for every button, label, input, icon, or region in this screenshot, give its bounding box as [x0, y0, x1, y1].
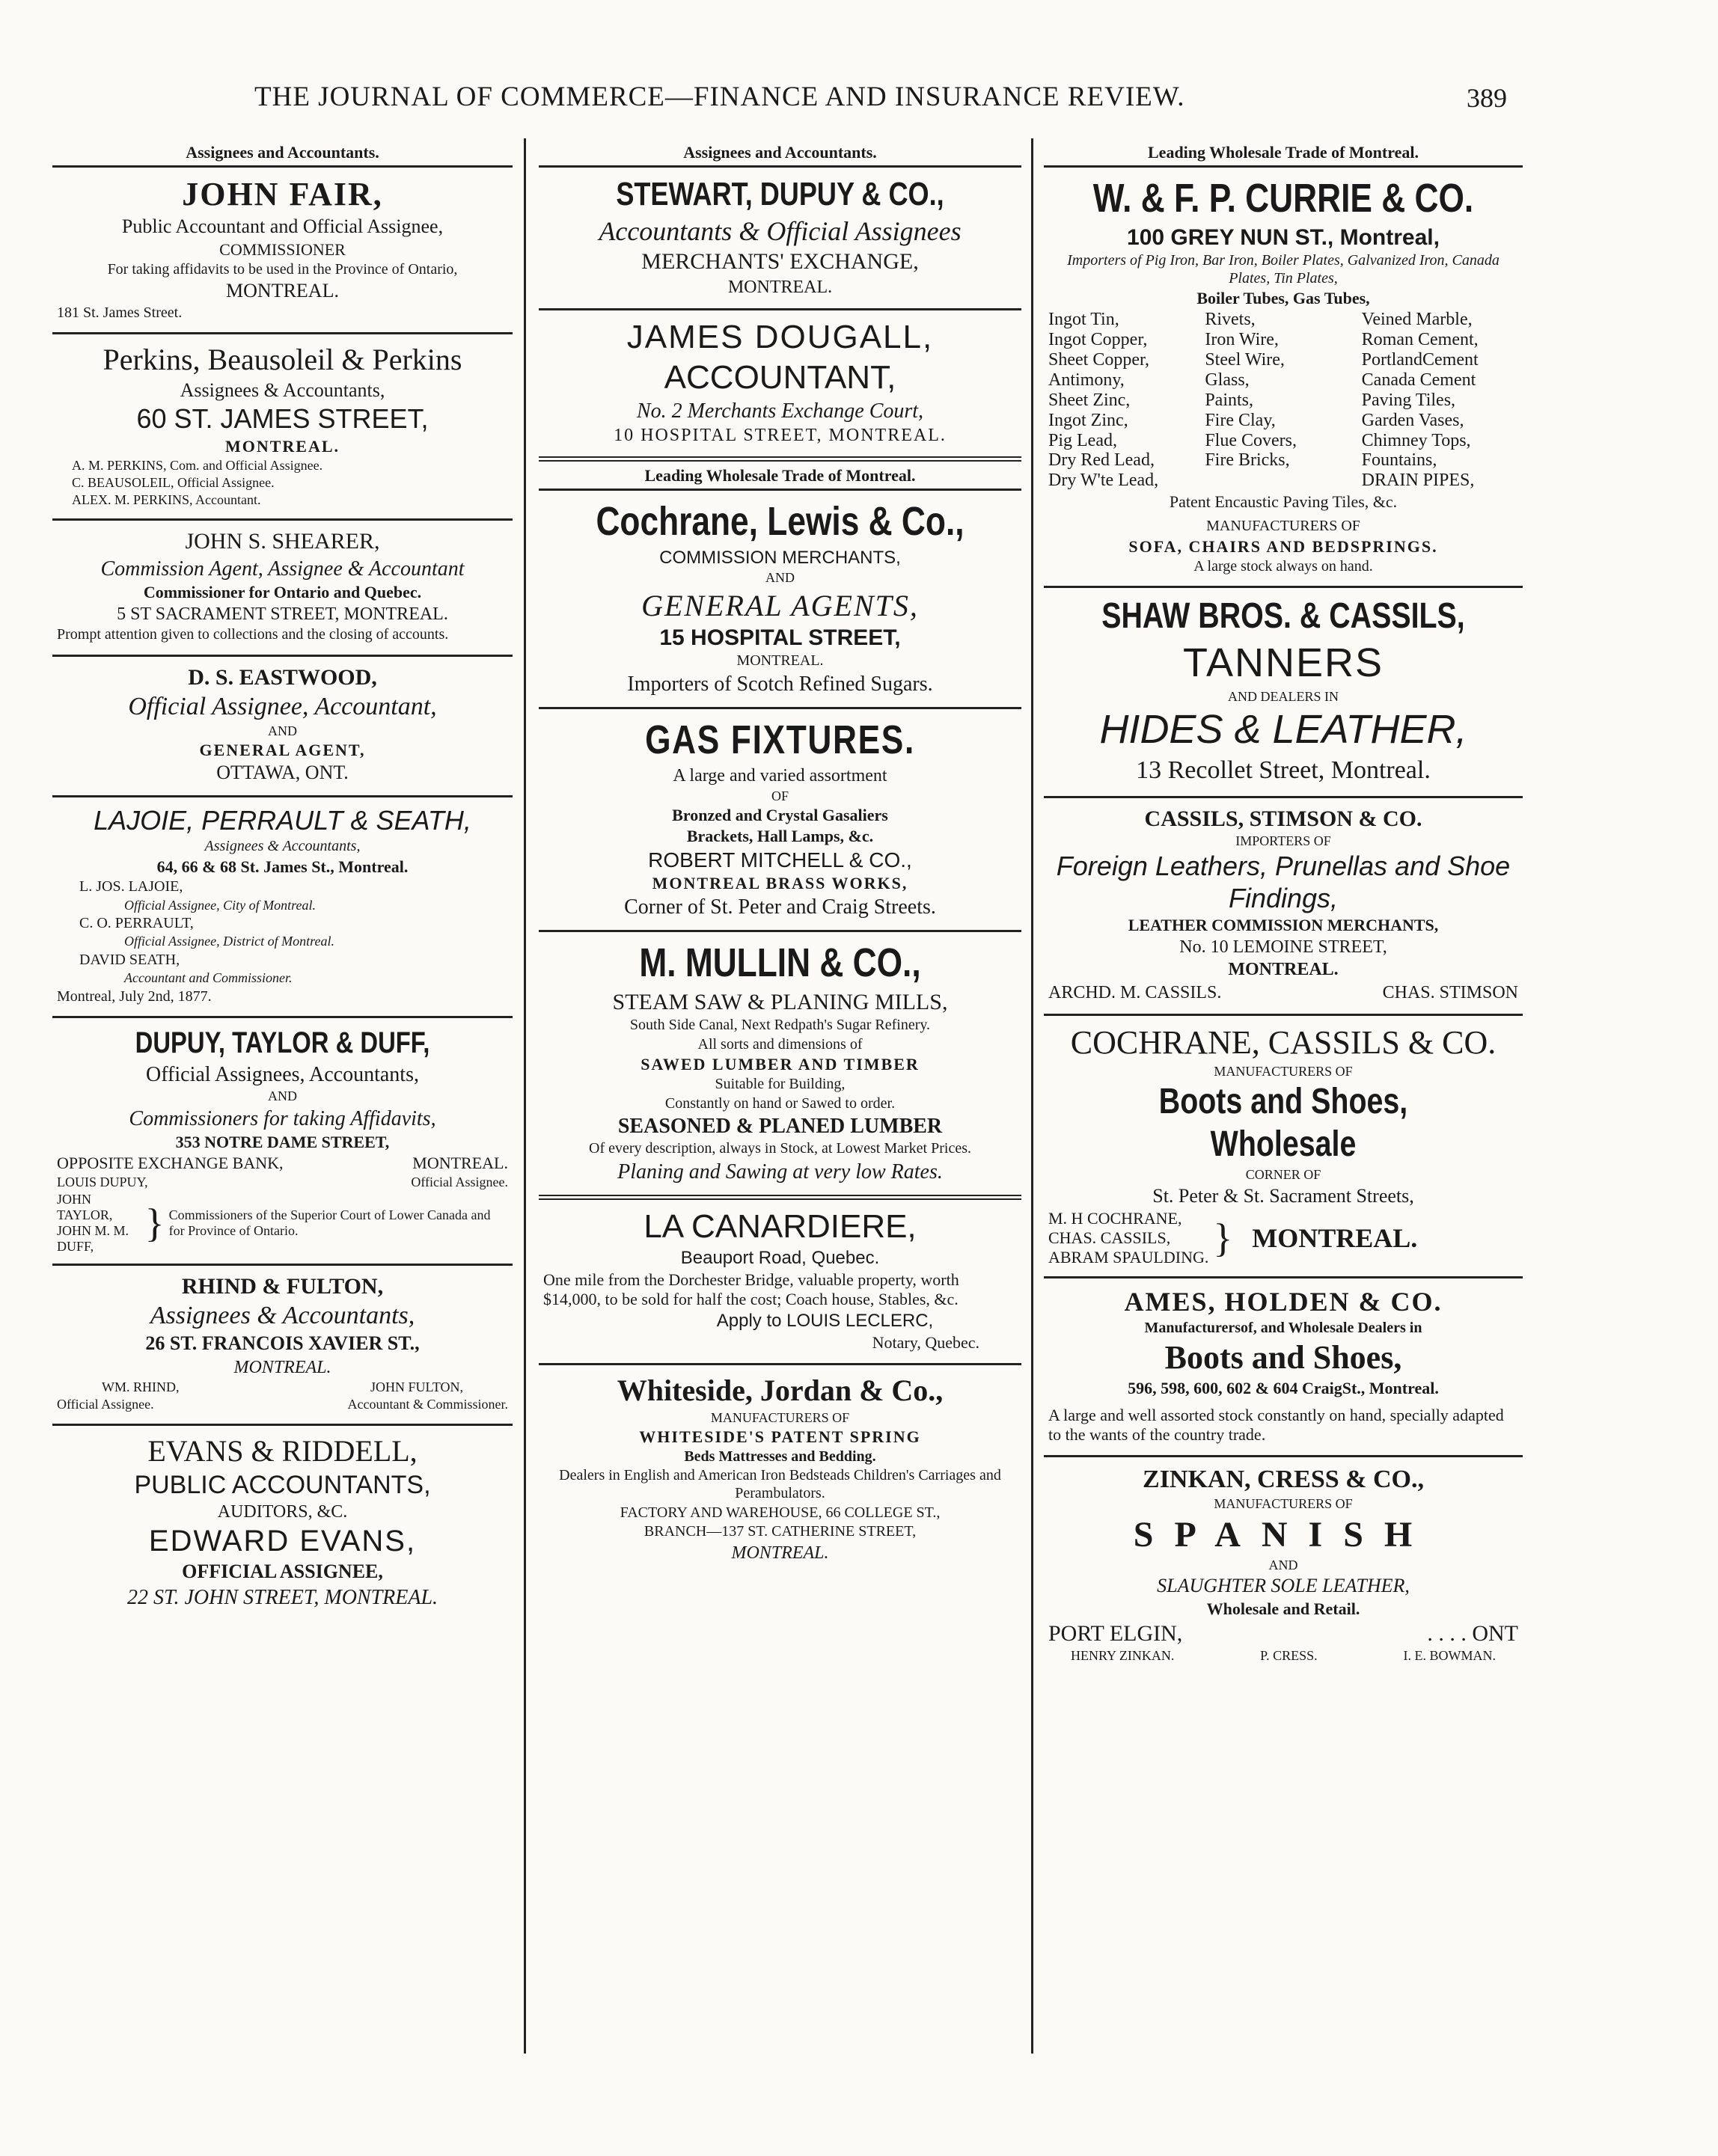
ad-title: DUPUY, TAYLOR & DUFF,: [135, 1026, 430, 1060]
product-item: Pig Lead,: [1048, 430, 1117, 450]
ad-line: Wholesale and Retail.: [1206, 1599, 1360, 1619]
ad-ames-holden: [1044, 1278, 1523, 1457]
ad-line: Importers of Pig Iron, Bar Iron, Boiler Plates, Galvanized Iron, Canada Plates, Tin Plates,: [1067, 252, 1500, 287]
ad-line: M. H COCHRANE,: [1048, 1209, 1182, 1228]
column-1: [52, 138, 513, 2059]
ad-line: Official Assignee, Accountant,: [128, 693, 437, 721]
ad-line: COMMISSION MERCHANTS,: [659, 547, 901, 568]
product-item: Paints,: [1205, 390, 1254, 410]
ad-line: Public Accountant and Official Assignee,: [121, 215, 444, 237]
ad-line: For taking affidavits to be used in the Province of Ontario,: [107, 260, 458, 278]
ad-line: ACCOUNTANT,: [664, 358, 896, 396]
ad-line: JOHN FULTON,: [370, 1379, 463, 1395]
ad-line: GENERAL AGENT,: [199, 741, 366, 760]
ad-line: MONTREAL.: [224, 436, 340, 456]
ad-line: St. Peter & St. Sacrament Streets,: [1152, 1184, 1414, 1207]
ad-line: Accountant and Commissioner.: [124, 970, 293, 986]
ad-line: Accountant & Commissioner.: [347, 1397, 508, 1412]
column-rule: [524, 138, 526, 2054]
ad-line: SPANISH: [1133, 1514, 1434, 1555]
ad-line: Dealers in English and American Iron Bedsteads Children's Carriages and Perambulators.: [559, 1467, 1001, 1501]
ad-line: MANUFACTURERS OF: [1206, 518, 1360, 535]
product-item: DRAIN PIPES,: [1361, 471, 1475, 491]
product-item: Roman Cement,: [1361, 330, 1479, 350]
ad-line: MONTREAL.: [226, 280, 339, 302]
ad-line: Beauport Road, Quebec.: [680, 1247, 880, 1268]
product-item: Rivets,: [1205, 310, 1256, 330]
ad-shaw-bros: [1044, 588, 1523, 797]
ad-la-canardiere: [539, 1200, 1021, 1365]
ad-line: STEAM SAW & PLANING MILLS,: [612, 989, 948, 1014]
ad-line: Importers of Scotch Refined Sugars.: [627, 672, 933, 696]
ad-line: MONTREAL.: [1228, 960, 1339, 980]
ad-line: Boots and Shoes, Wholesale: [1158, 1082, 1408, 1164]
ad-line: Commissioners of the Superior Court of Lower Canada and for Province of Ontario.: [168, 1207, 491, 1238]
ad-line: 100 GREY NUN ST., Montreal,: [1127, 224, 1440, 250]
ad-line: Official Assignee, District of Montreal.: [124, 934, 334, 949]
ad-line: A large and well assorted stock constantly on hand, specially adapted to the wants of the country trade.: [1048, 1406, 1504, 1445]
ad-title: GAS FIXTURES.: [645, 717, 915, 762]
ad-line: Commissioner for Ontario and Quebec.: [143, 582, 422, 601]
ad-line: C. BEAUSOLEIL, Official Assignee.: [72, 474, 275, 490]
ad-line: JOHN M. M. DUFF,: [57, 1222, 129, 1254]
ad-title: JAMES DOUGALL,: [626, 319, 934, 356]
section-heading: Assignees and Accountants.: [52, 138, 513, 168]
ad-eastwood: [52, 657, 513, 797]
ad-line: ROBERT MITCHELL & CO.,: [648, 848, 912, 872]
ad-line: Official Assignee.: [57, 1397, 154, 1412]
ad-currie: [1044, 168, 1523, 588]
ad-perkins: [52, 334, 513, 521]
ad-line: CORNER OF: [1245, 1167, 1321, 1183]
ad-line: A large and varied assortment: [673, 766, 887, 786]
ad-line: Corner of St. Peter and Craig Streets.: [624, 895, 936, 919]
ad-title: Whiteside, Jordan & Co.,: [617, 1373, 944, 1408]
ad-title: Cochrane, Lewis & Co.,: [596, 499, 965, 545]
ad-line: ARCHD. M. CASSILS.: [1048, 982, 1222, 1002]
product-item: Sheet Copper,: [1048, 350, 1150, 370]
ad-line: Commission Agent, Assignee & Accountant: [100, 557, 465, 581]
product-item: Ingot Zinc,: [1048, 410, 1128, 430]
product-item: Antimony,: [1048, 370, 1125, 390]
product-item: Dry W'te Lead,: [1048, 471, 1159, 491]
ad-line: Notary, Quebec.: [872, 1333, 979, 1353]
ad-line: Brackets, Hall Lamps, &c.: [686, 826, 874, 845]
ad-line: Montreal, July 2nd, 1877.: [57, 987, 212, 1005]
ad-title: D. S. EASTWOOD,: [188, 664, 377, 690]
ad-title: STEWART, DUPUY & CO.,: [616, 176, 944, 212]
ad-line: C. O. PERRAULT,: [79, 914, 194, 931]
product-item: [1205, 471, 1361, 491]
product-item: Glass,: [1205, 370, 1250, 390]
ad-line: JOHN TAYLOR,: [57, 1191, 113, 1222]
ad-shearer: [52, 521, 513, 656]
ad-line: SAWED LUMBER AND TIMBER: [641, 1055, 920, 1074]
journal-title: THE JOURNAL OF COMMERCE—FINANCE AND INSURANCE REVIEW.: [254, 82, 1185, 112]
ad-line: COMMISSIONER: [219, 239, 346, 259]
ad-line: A. M. PERKINS, Com. and Official Assignee.: [72, 457, 323, 473]
product-item: Ingot Copper,: [1048, 330, 1148, 350]
product-item: Paving Tiles,: [1361, 390, 1456, 410]
ad-line: MONTREAL.: [412, 1153, 508, 1172]
product-item: Chimney Tops,: [1361, 430, 1471, 450]
ad-mullin: [539, 932, 1021, 1200]
ad-line: CHAS. CASSILS,: [1048, 1228, 1171, 1248]
section-heading: Assignees and Accountants.: [539, 138, 1021, 168]
column-2: [539, 138, 1021, 2059]
product-item: Fire Bricks,: [1205, 450, 1290, 471]
ad-line: MONTREAL.: [736, 652, 824, 670]
ad-stewart-dupuy: [539, 168, 1021, 310]
ad-line: A large stock always on hand.: [1193, 557, 1373, 575]
ad-line: 353 NOTRE DAME STREET,: [175, 1132, 390, 1151]
ad-line: Beds Mattresses and Bedding.: [684, 1448, 876, 1465]
ad-cochrane-lewis: [539, 491, 1021, 708]
ad-line: All sorts and dimensions of: [697, 1035, 863, 1053]
ad-line: 64, 66 & 68 St. James St., Montreal.: [156, 857, 409, 877]
ad-line: I. E. BOWMAN.: [1403, 1648, 1496, 1664]
ad-line: SEASONED & PLANED LUMBER: [617, 1115, 943, 1139]
ad-line: 10 HOSPITAL STREET, MONTREAL.: [614, 425, 947, 445]
ad-title: RHIND & FULTON,: [181, 1273, 384, 1299]
product-item: Canada Cement: [1361, 370, 1476, 390]
product-item: Fountains,: [1361, 450, 1437, 471]
ad-zinkan-cress: [1044, 1457, 1523, 1674]
ad-james-dougall: [539, 310, 1021, 462]
product-item: Steel Wire,: [1205, 350, 1285, 370]
ad-line: DAVID SEATH,: [79, 951, 180, 968]
ad-line: EDWARD EVANS,: [148, 1525, 417, 1558]
ad-line: Official Assignees, Accountants,: [146, 1063, 419, 1087]
ad-line: WM. RHIND,: [102, 1379, 180, 1395]
ad-rhind-fulton: [52, 1266, 513, 1426]
ad-lajoie: [52, 797, 513, 1018]
column-rule: [1031, 138, 1033, 2054]
ad-line: MONTREAL.: [1252, 1223, 1418, 1254]
ad-line: Assignees & Accountants,: [204, 838, 361, 855]
ad-title: LA CANARDIERE,: [644, 1207, 917, 1245]
ad-line: South Side Canal, Next Redpath's Sugar Refinery.: [629, 1017, 931, 1033]
ad-line: Foreign Leathers, Prunellas and Shoe Findings,: [1056, 851, 1511, 913]
ad-line: One mile from the Dorchester Bridge, valuable property, worth $14,000, to be sold for half the cost; Coach house, Stables, &c.: [543, 1270, 959, 1309]
ad-title: JOHN S. SHEARER,: [185, 529, 380, 554]
product-item: Ingot Tin,: [1048, 310, 1119, 330]
ad-line: MONTREAL.: [731, 1543, 829, 1563]
ad-line: OFFICIAL ASSIGNEE,: [182, 1561, 383, 1583]
ad-line: Manufacturersof, and Wholesale Dealers in: [1144, 1319, 1422, 1336]
ad-line: Official Assignee, City of Montreal.: [124, 897, 316, 913]
ad-line: AUDITORS, &C.: [217, 1501, 348, 1522]
ad-line: Apply to LOUIS LECLERC,: [716, 1311, 934, 1332]
ad-line: GENERAL AGENTS,: [641, 588, 919, 622]
ad-line: WHITESIDE'S PATENT SPRING: [639, 1427, 921, 1446]
product-item: Flue Covers,: [1205, 430, 1297, 450]
ad-line: Assignees & Accountants,: [150, 1302, 415, 1330]
ad-line: Commissioners for taking Affidavits,: [129, 1106, 436, 1130]
ad-john-fair: [52, 168, 513, 334]
product-item: Iron Wire,: [1205, 330, 1279, 350]
ad-title: CASSILS, STIMSON & CO.: [1144, 806, 1422, 831]
ad-line: 5 ST SACRAMENT STREET, MONTREAL.: [117, 604, 448, 624]
ad-title: M. MULLIN & CO.,: [639, 940, 921, 985]
product-item: Veined Marble,: [1361, 310, 1473, 330]
ad-cassils-stimson: [1044, 798, 1523, 1016]
ad-title: AMES, HOLDEN & CO.: [1124, 1287, 1443, 1317]
product-item: Sheet Zinc,: [1048, 390, 1131, 410]
ad-line: MANUFACTURERS OF: [1214, 1496, 1353, 1512]
ad-line: No. 10 LEMOINE STREET,: [1179, 937, 1387, 958]
ad-evans-riddell: [52, 1426, 513, 1621]
ad-title: SHAW BROS. & CASSILS,: [1101, 596, 1465, 637]
ad-dupuy-taylor-duff: [52, 1018, 513, 1266]
ad-whiteside-jordan: [539, 1365, 1021, 1574]
ad-line: BRANCH—137 ST. CATHERINE STREET,: [644, 1523, 917, 1540]
ad-line: Bronzed and Crystal Gasaliers: [672, 805, 888, 824]
ad-line: Planing and Sawing at very low Rates.: [617, 1160, 943, 1183]
ad-line: Suitable for Building,: [715, 1076, 846, 1093]
ad-line: IMPORTERS OF: [1235, 833, 1331, 849]
ad-line: TANNERS: [1182, 640, 1384, 685]
ad-line: MANUFACTURERS OF: [1214, 1063, 1353, 1079]
ad-title: ZINKAN, CRESS & CO.,: [1143, 1466, 1424, 1494]
ad-line: Of every description, always in Stock, at Lowest Market Prices.: [589, 1140, 971, 1157]
ad-line: CHAS. STIMSON: [1382, 982, 1518, 1002]
ad-title: EVANS & RIDDELL,: [147, 1433, 418, 1468]
ad-line: HIDES & LEATHER,: [1099, 706, 1467, 752]
ad-line: MONTREAL.: [727, 277, 833, 297]
ad-line: OPPOSITE EXCHANGE BANK,: [57, 1153, 284, 1172]
ad-line: 596, 598, 600, 602 & 604 CraigSt., Montreal.: [1128, 1379, 1439, 1398]
ad-line: AND: [268, 1088, 297, 1104]
brace-glyph: }: [144, 1200, 165, 1246]
ad-line: LEATHER COMMISSION MERCHANTS,: [1128, 916, 1439, 935]
ad-line: Assignees & Accountants,: [180, 379, 385, 401]
section-heading: Leading Wholesale Trade of Montreal.: [539, 462, 1021, 491]
ad-line: 60 ST. JAMES STREET,: [136, 403, 429, 435]
ad-line: PORT ELGIN,: [1048, 1621, 1183, 1647]
ad-line: SOFA, CHAIRS AND BEDSPRINGS.: [1128, 536, 1438, 556]
ad-line: OF: [771, 788, 789, 803]
product-item: Fire Clay,: [1205, 410, 1276, 430]
ad-line: . . . . ONT: [1427, 1621, 1518, 1647]
ad-line: 22 ST. JOHN STREET, MONTREAL.: [126, 1586, 438, 1610]
ad-line: AND DEALERS IN: [1228, 688, 1339, 704]
ad-line: Constantly on hand or Sawed to order.: [664, 1094, 896, 1112]
ad-title: Perkins, Beausoleil & Perkins: [103, 343, 462, 377]
ad-line: Boiler Tubes, Gas Tubes,: [1196, 289, 1370, 308]
ad-line: Patent Encaustic Paving Tiles, &c.: [1169, 492, 1398, 512]
ad-line: Boots and Shoes,: [1164, 1339, 1402, 1376]
ad-title: W. & F. P. CURRIE & CO.: [1092, 176, 1474, 221]
product-list: [1048, 310, 1518, 491]
ad-line: FACTORY AND WAREHOUSE, 66 COLLEGE ST.,: [620, 1504, 941, 1521]
ad-line: OTTAWA, ONT.: [216, 762, 349, 784]
ad-line: L. JOS. LAJOIE,: [79, 878, 183, 895]
ad-line: HENRY ZINKAN.: [1071, 1648, 1175, 1664]
product-item: Dry Red Lead,: [1048, 450, 1155, 471]
ad-line: No. 2 Merchants Exchange Court,: [636, 399, 924, 423]
ad-cochrane-cassils: [1044, 1016, 1523, 1278]
ad-line: 15 HOSPITAL STREET,: [659, 625, 901, 650]
brace-glyph: }: [1213, 1216, 1233, 1261]
section-heading: Leading Wholesale Trade of Montreal.: [1044, 138, 1523, 168]
ad-line: MERCHANTS' EXCHANGE,: [641, 249, 919, 275]
column-3: [1044, 138, 1523, 2059]
ad-line: Official Assignee.: [411, 1174, 508, 1189]
ad-line: 181 St. James Street.: [57, 304, 183, 321]
ad-gas-fixtures: [539, 709, 1021, 932]
ad-line: ALEX. M. PERKINS, Accountant.: [72, 492, 261, 508]
ad-line: AND: [1268, 1558, 1298, 1573]
ad-line: AND: [268, 723, 297, 739]
ad-line: MONTREAL.: [233, 1357, 331, 1377]
ad-line: MANUFACTURERS OF: [710, 1409, 850, 1425]
ad-title: COCHRANE, CASSILS & CO.: [1070, 1024, 1497, 1062]
ad-line: P. CRESS.: [1260, 1648, 1318, 1664]
ad-line: SLAUGHTER SOLE LEATHER,: [1157, 1575, 1410, 1597]
ad-line: Accountants & Official Assignees: [599, 215, 962, 246]
ad-line: Prompt attention given to collections and the closing of accounts.: [57, 626, 449, 643]
ad-title: JOHN FAIR,: [182, 176, 383, 212]
product-item: Garden Vases,: [1361, 410, 1464, 430]
ad-line: AND: [765, 570, 795, 586]
ad-line: PUBLIC ACCOUNTANTS,: [134, 1470, 431, 1499]
product-item: PortlandCement: [1361, 350, 1479, 370]
ad-line: ABRAM SPAULDING.: [1048, 1248, 1209, 1267]
ad-line: MONTREAL BRASS WORKS,: [652, 873, 908, 892]
ad-line: LOUIS DUPUY,: [57, 1174, 148, 1189]
ad-line: 13 Recollet Street, Montreal.: [1136, 756, 1431, 784]
page-number: 389: [1467, 83, 1507, 113]
ad-title: LAJOIE, PERRAULT & SEATH,: [94, 805, 471, 836]
ad-line: 26 ST. FRANCOIS XAVIER ST.,: [145, 1332, 420, 1355]
